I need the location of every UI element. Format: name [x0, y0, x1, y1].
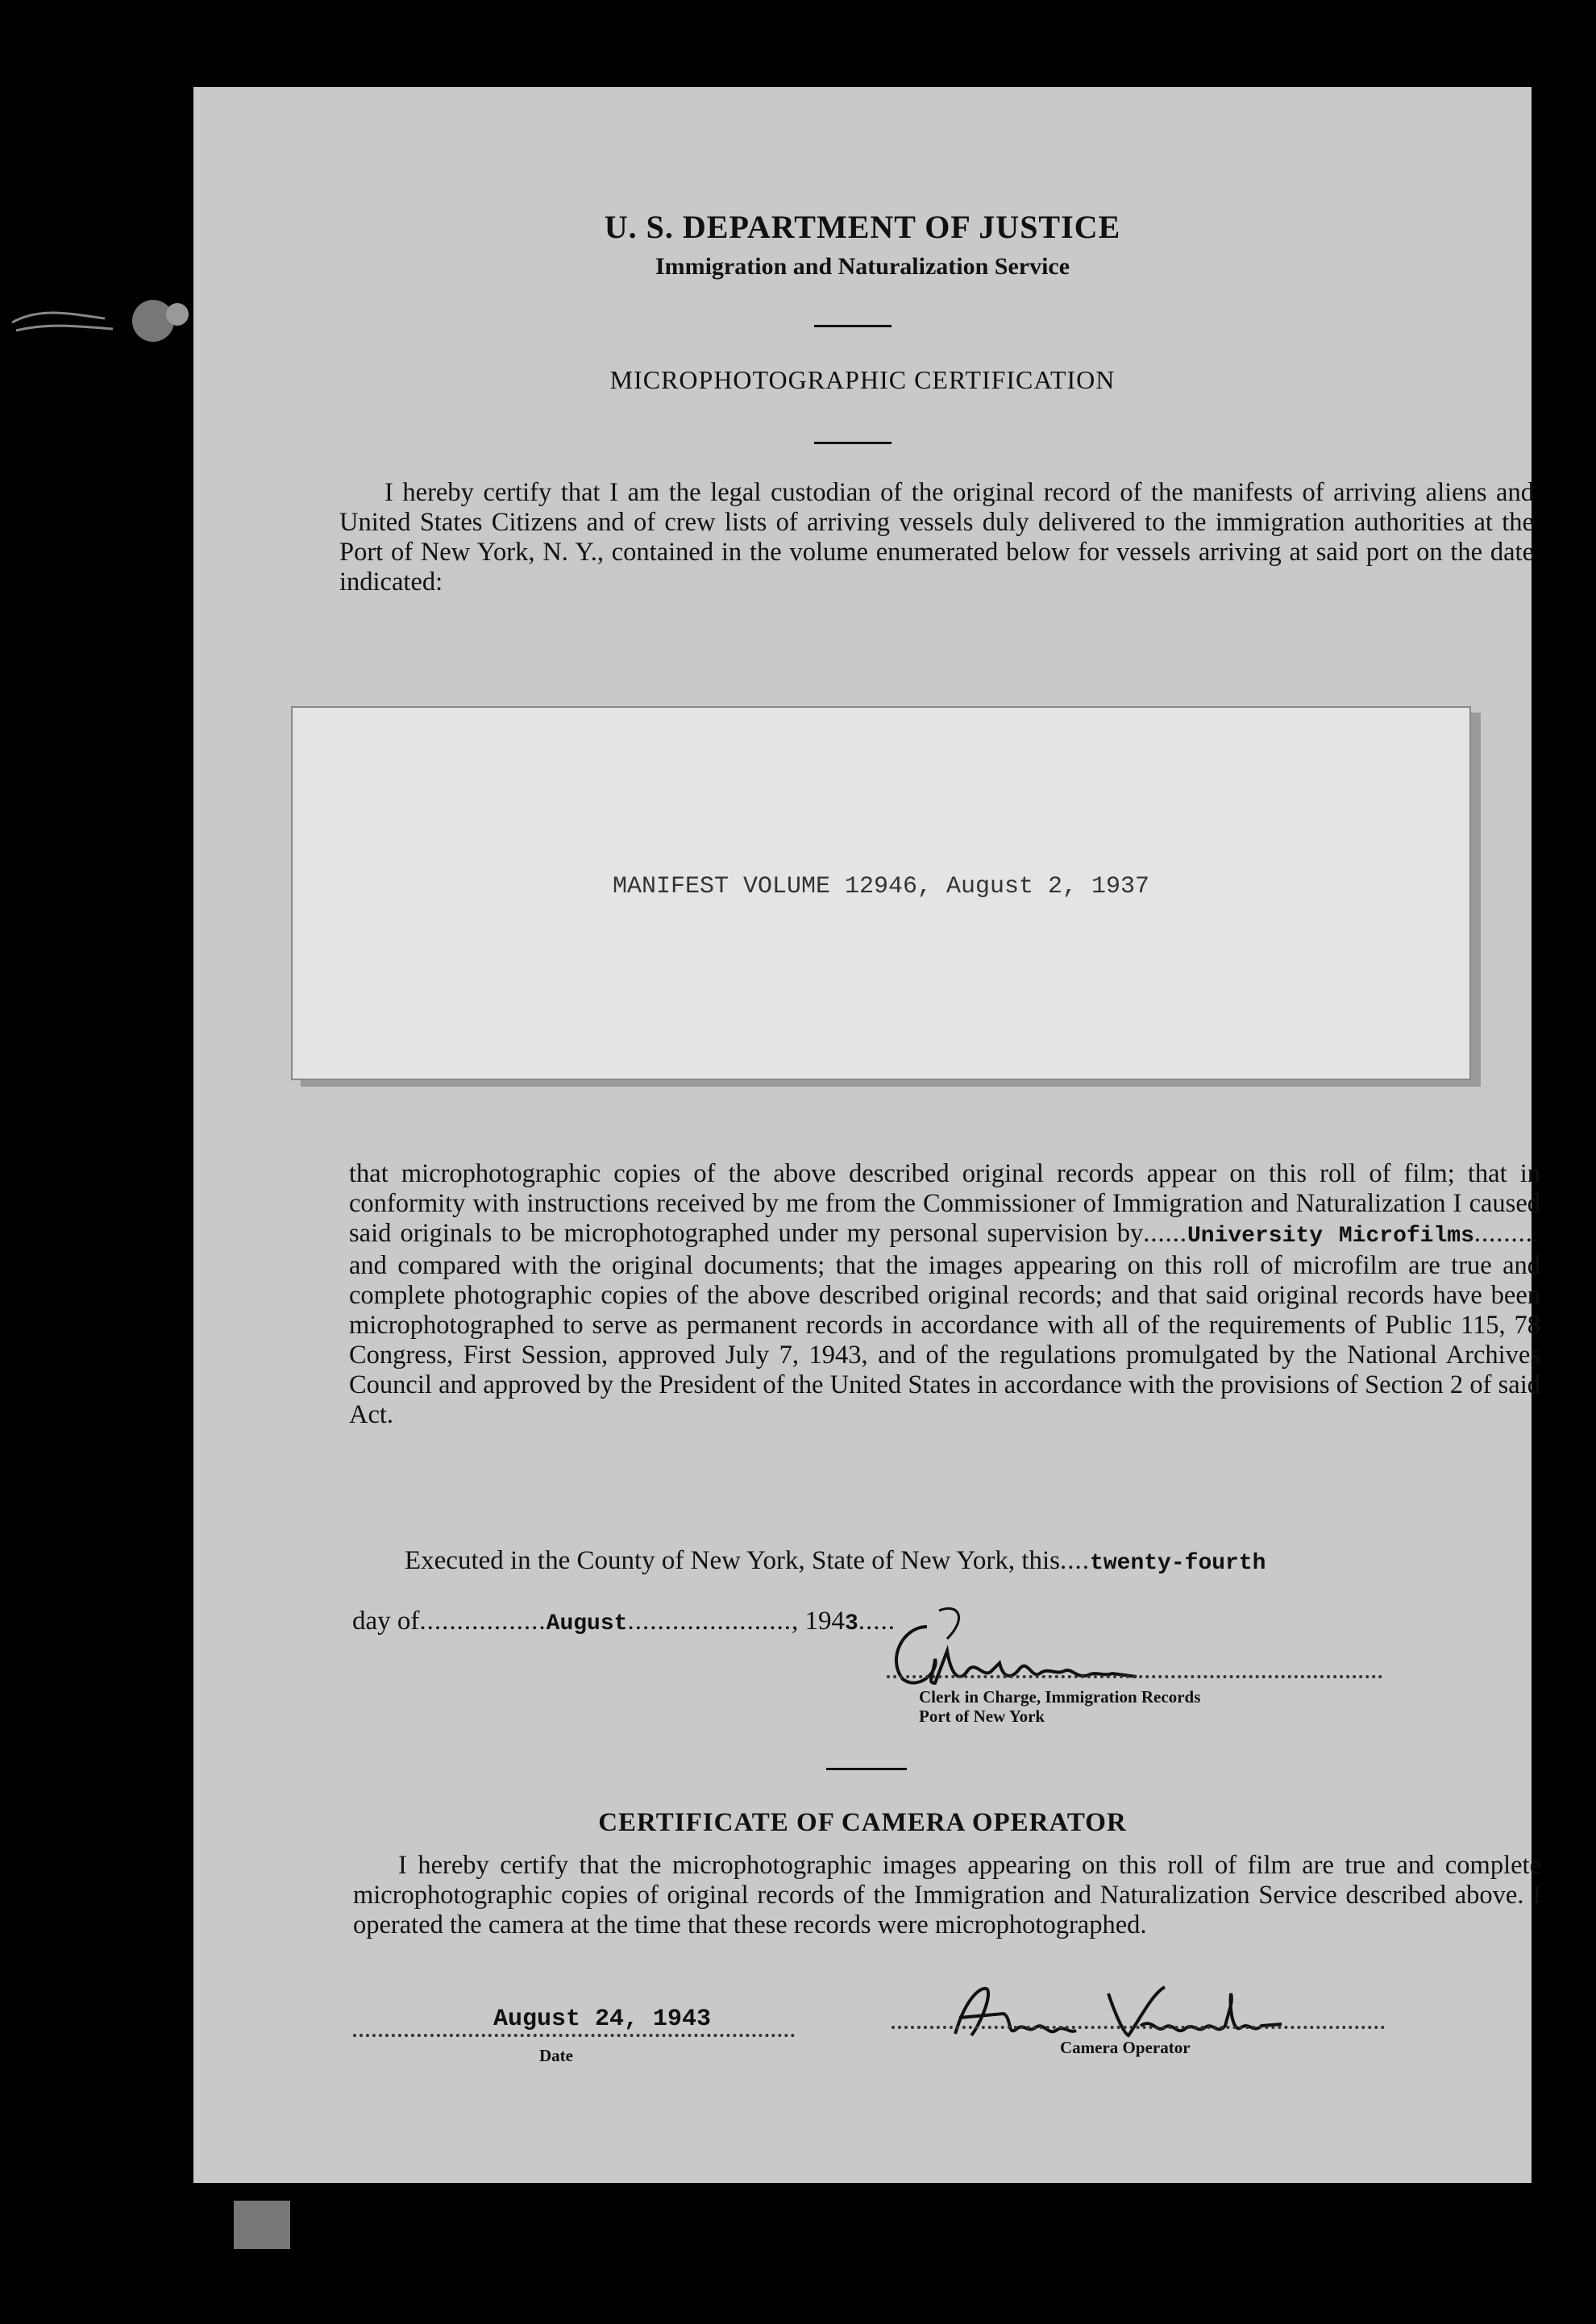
certification-body-part-2: and compared with the original documents; that the images appearing on this roll of microfilm are true and complete photographic copies of the above described original records; and that said original records have been microphotographed to serve as permanent records in accordance with all of the requirements of Public 115, 78 Congress, First Session, approved July 7, 1943, and of the regulations promulgated by the National Archives Council and approved by the President of the United States in accordance with the provisions of Section 2 of said Act.: [349, 1251, 1540, 1429]
service-subheading: Immigration and Naturalization Service: [655, 253, 1070, 280]
clerk-title-line-1: Clerk in Charge, Immigration Records: [919, 1687, 1201, 1707]
dot-leader: ....: [1060, 1546, 1091, 1575]
microfilmer-name: University Microfilms: [1187, 1224, 1474, 1249]
clerk-signature-line: [887, 1675, 1382, 1678]
executed-month: August: [546, 1611, 628, 1636]
title-divider: [814, 442, 892, 444]
day-of-label: day of: [352, 1607, 420, 1636]
executed-year-digit: 3: [844, 1611, 858, 1636]
camera-certificate-text: I hereby certify that the microphotographic images appearing on this roll of film are true and complete microphotographic copies of original records of the Immigration and Naturalization Service described above. I operated the camera at the time that these records were microphotographed.: [353, 1851, 1541, 1939]
certificate-page: [193, 87, 1541, 2183]
executed-year-prefix: , 194: [791, 1607, 845, 1636]
executed-line: [405, 1546, 1266, 1576]
camera-certificate-title: CERTIFICATE OF CAMERA OPERATOR: [598, 1808, 1127, 1837]
camera-date-value: August 24, 1943: [493, 2006, 712, 2033]
dot-leader: .........: [1473, 1219, 1541, 1248]
edge-blemish: [8, 290, 202, 355]
custodian-statement: I hereby certify that I am the legal custodian of the original record of the manifests of arriving aliens and United States Citizens and of crew lists of arriving vessels duly delivered to the immigration authorities at the Port of New York, N. Y., contained in the volume enumerated below for vessels arriving at said port on the date indicated:: [339, 478, 1534, 597]
heading-divider: [814, 325, 892, 327]
film-edge-mark: [234, 2201, 290, 2249]
clerk-title: [919, 1687, 1200, 1726]
day-of-line: [352, 1607, 896, 1636]
camera-operator-line: [892, 2026, 1385, 2029]
certification-body-part-1: that microphotographic copies of the above described original records appear on this roll of film; that in conformity with instructions received by me from the Commissioner of Immigration and Naturalization I caused said originals to be microphotographed under my personal supervision by: [349, 1159, 1540, 1248]
dot-leader: ......................: [627, 1607, 792, 1636]
section-divider: [826, 1768, 907, 1770]
certification-title: MICROPHOTOGRAPHIC CERTIFICATION: [609, 365, 1116, 394]
dot-leader: .....: [858, 1607, 896, 1636]
dot-leader: ......: [1143, 1219, 1187, 1248]
camera-operator-label: Camera Operator: [1060, 2038, 1191, 2057]
certification-body: [349, 1159, 1540, 1430]
volume-slip: [291, 706, 1471, 1080]
clerk-title-line-2: Port of New York: [919, 1707, 1045, 1726]
date-label: Date: [539, 2046, 573, 2065]
executed-prefix: Executed in the County of New York, State of New York, this: [405, 1546, 1061, 1575]
executed-day: twenty-fourth: [1090, 1551, 1266, 1576]
manifest-volume: MANIFEST VOLUME 12946, August 2, 1937: [612, 873, 1150, 900]
dot-leader: .................: [419, 1607, 547, 1636]
department-heading: U. S. DEPARTMENT OF JUSTICE: [604, 209, 1121, 245]
date-line: [353, 2034, 795, 2037]
clerk-signature: [871, 1603, 1185, 1699]
